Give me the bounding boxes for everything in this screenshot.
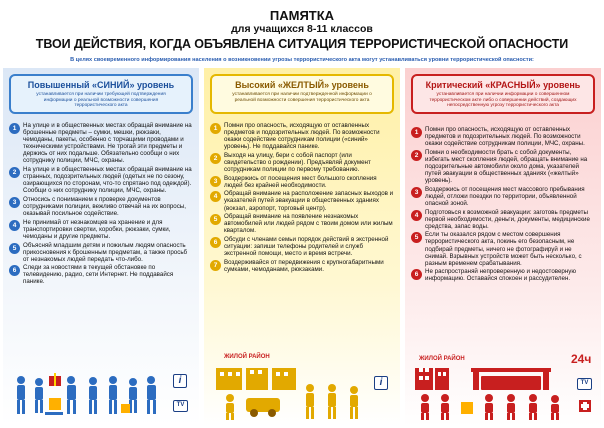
item-number: 1 [9, 123, 20, 134]
list-item-text: Не принимай от незнакомцев на хранение и для транспортировки свертки, коробки, рюкзаки, сумки, чемоданы и другие предметы. [23, 218, 171, 240]
list-item-text: На улице и в общественных местах обращай внимание на брошенные предметы – сумки, мешки, рюкзаки, чемоданы, пакеты, особенно с торчащими проводами и техническими устройствами. Не трогай эти предметы и держись от них подальше. Обязательно сообщи о них сотруднику полиции, МЧС, охраны. [23, 122, 192, 165]
people-crowd-icon [9, 368, 193, 420]
item-number: 4 [9, 220, 20, 231]
poster-note: В целях своевременного информирования населения о возникновении угрозы террористического акта могут устанавливаться уровни террористической опасности: [70, 57, 534, 63]
red-level-column [405, 68, 601, 426]
yellow-level-column [204, 68, 400, 426]
list-item-text: Относись с пониманием к проверке документов сотрудниками полиции, вежливо отвечай на их вопросы, оказывай посильное содействие. [23, 195, 186, 218]
list-item-text: Обращай внимание на появление незнакомых автомобилей или людей рядом с твоим домом или жилым кварталом. [224, 213, 393, 235]
list-item [9, 122, 193, 165]
list-item-text: На улице и в общественных местах обращай внимание на странных, подозрительных людей (одетых не по сезону, озирающихся по сторонам, что-то спрятано под одеждой). Сообщи о них сотруднику полиции, МЧС, охраны. [23, 166, 192, 195]
item-number: 3 [9, 197, 20, 208]
item-number: 2 [9, 167, 20, 178]
item-number: 2 [411, 150, 422, 161]
list-item-text: Подготовься к возможной эвакуации: заготовь предметы первой необходимости, деньги, документы, медицинские средства, запас воды. [425, 208, 590, 230]
list-item-text: Помни о необходимости брать с собой документы, избегать мест скопления людей, обращать внимание на подозрительные автомобили около дома, указателей путей эвакуации в общественных зданиях («желтый» уровень). [425, 148, 588, 185]
list-item-text: Следи за новостями в текущей обстановке по телевидению, радио, сети Интернет. Не поддавайся панике. [23, 264, 174, 286]
residential-people-icon [210, 368, 394, 420]
item-number: 3 [210, 176, 221, 187]
list-item [9, 196, 193, 217]
yellow-level-badge [210, 74, 394, 114]
list-item [411, 149, 595, 184]
list-item [210, 122, 394, 150]
poster-title: ПАМЯТКА [269, 8, 335, 23]
yellow-level-title: Высокий «ЖЕЛТЫЙ» уровень [235, 80, 369, 90]
blue-level-description: устанавливается при наличии требующей подтверждения информации о реальной возможности совершения террористического акта [36, 92, 166, 109]
list-item [411, 231, 595, 266]
item-number: 6 [210, 237, 221, 248]
blue-level-illustration [9, 368, 193, 420]
item-number: 3 [411, 187, 422, 198]
list-item [9, 166, 193, 194]
red-level-list [411, 126, 595, 284]
blue-level-badge [9, 74, 193, 114]
item-number: 4 [411, 210, 422, 221]
list-item-text: Не распространяй непроверенную и недостоверную информацию. Оставайся спокоен и рассудителен. [425, 268, 577, 283]
item-number: 5 [210, 214, 221, 225]
list-item [411, 126, 595, 147]
item-number: 6 [9, 265, 20, 276]
list-item-text: Обсуди с членами семьи порядок действий в экстренной ситуации: запиши телефоны родителей и служб экстренной помощи, место и время встречи. [224, 235, 389, 258]
list-item-text: Воздерживайся от передвижения с крупногабаритными сумками, чемоданами, рюкзаками. [224, 258, 384, 273]
list-item [9, 264, 193, 285]
list-item-text: Если ты оказался рядом с местом совершения террористического акта, покинь его безопасным, не подбирай предметы, ничего не фотографируй и не снимай. Взрывных устройств может быть несколько, с разным временем срабатывания. [425, 231, 582, 267]
info-icon: i [173, 374, 187, 388]
item-number: 1 [210, 123, 221, 134]
item-number: 1 [411, 127, 422, 138]
list-item [411, 186, 595, 207]
red-level-description: устанавливается при наличии информации о совершенном террористическом акте либо о совершении действий, создающих непосредственную угрозу террористического акта [429, 92, 577, 109]
list-item [210, 152, 394, 173]
list-item [210, 190, 394, 211]
item-number: 5 [411, 232, 422, 243]
blue-level-title: Повышенный «СИНИЙ» уровень [27, 80, 175, 90]
red-level-illustration [411, 352, 595, 420]
info-icon: i [374, 376, 388, 390]
list-item-text: Выходя на улицу, бери с собой паспорт (или свидетельство о рождении). Предъявляй документ сотрудникам полиции по первому требованию. [224, 151, 371, 174]
blue-level-list [9, 122, 193, 287]
yellow-level-illustration [210, 354, 394, 420]
evacuation-scene-icon [411, 368, 595, 420]
zone-label: ЖИЛОЙ РАЙОН [419, 356, 465, 362]
yellow-level-list [210, 122, 394, 274]
list-item [411, 209, 595, 230]
item-number: 6 [411, 269, 422, 280]
poster-subtitle: для учащихся 8-11 классов [231, 23, 373, 35]
list-item [9, 242, 193, 263]
list-item-text: Воздержись от посещения мест массового пребывания людей, отложи поездки по территории, объявленной опасной зоной. [425, 185, 585, 207]
poster-main-title: ТВОИ ДЕЙСТВИЯ, КОГДА ОБЪЯВЛЕНА СИТУАЦИЯ ТЕРРОРИСТИЧЕСКОЙ ОПАСНОСТИ [35, 37, 569, 51]
tv-icon: TV [577, 378, 592, 390]
list-item [210, 213, 394, 234]
red-level-badge [411, 74, 595, 114]
24h-badge: 24ч [571, 352, 592, 366]
list-item-text: Помни про опасность, исходящую от оставленных предметов и подозрительных людей. По возможности окажи содействие сотрудникам полиции («синий» уровень). Не поддавайся панике. [224, 122, 380, 151]
item-number: 7 [210, 260, 221, 271]
zone-label: ЖИЛОЙ РАЙОН [224, 354, 270, 360]
list-item [210, 259, 394, 273]
yellow-level-description: устанавливается при наличии подтвержденной информации о реальной возможности совершения террористического акта [232, 92, 372, 103]
blue-level-column [3, 68, 199, 426]
list-item-text: Помни про опасность, исходящую от оставленных предметов и подозрительных людей. По возможности окажи содействие сотрудникам полиции, МЧС, охраны. [425, 126, 585, 148]
tv-icon: TV [173, 400, 188, 412]
item-number: 4 [210, 191, 221, 202]
list-item-text: Обращай внимание на расположение запасных выходов и указателей путей эвакуации в общественных зданиях (вокзал, аэропорт, торговый центр). [224, 190, 394, 212]
item-number: 5 [9, 243, 20, 254]
list-item-text: Объясняй младшим детям и пожилым людям опасность прикосновения к брошенным предметам, а также просьб от незнакомых людей передать что-либо. [23, 241, 188, 263]
item-number: 2 [210, 153, 221, 164]
list-item [210, 175, 394, 189]
list-item [9, 219, 193, 240]
list-item-text: Воздержись от посещения мест большого скопления людей без крайней необходимости. [224, 174, 377, 189]
list-item [411, 268, 595, 282]
red-level-title: Критический «КРАСНЫЙ» уровень [425, 80, 581, 90]
list-item [210, 236, 394, 257]
